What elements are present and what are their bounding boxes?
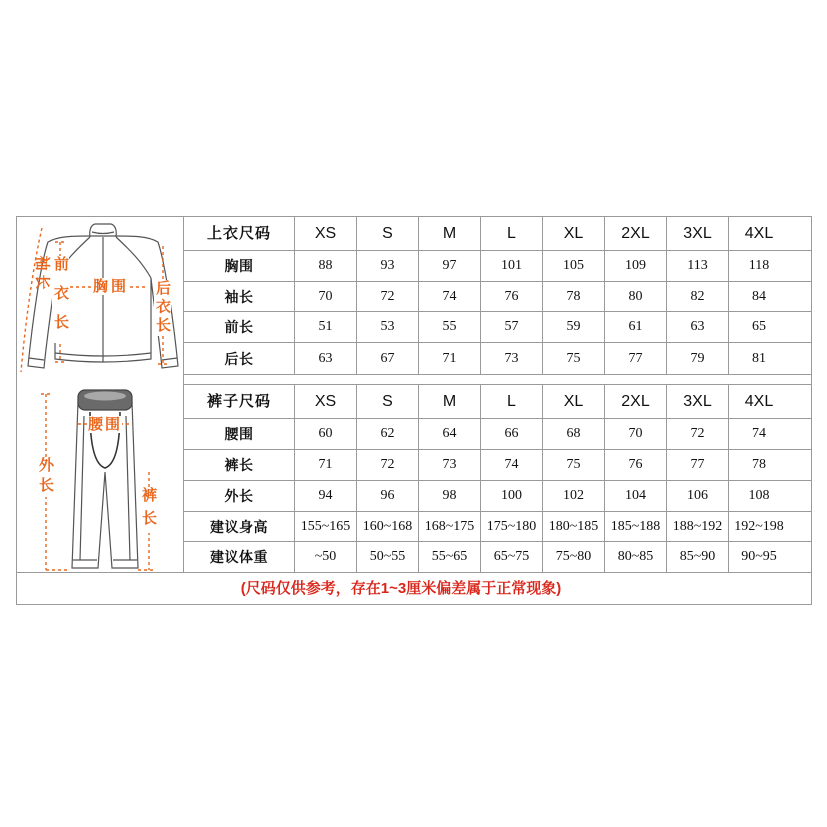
top-size-chart-label: 上衣尺码 xyxy=(184,217,295,251)
chest-value-3xl: 113 xyxy=(667,251,729,282)
chest-value-s: 93 xyxy=(357,251,419,282)
sleeve-length-value-3xl: 82 xyxy=(667,282,729,312)
top-size-header-3xl: 3XL xyxy=(667,217,729,251)
front-length-value-m: 55 xyxy=(419,312,481,343)
pants-size-header-4xl: 4XL xyxy=(729,385,812,419)
pants-size-header-m: M xyxy=(419,385,481,419)
footer-row xyxy=(17,573,812,605)
back-length-value-l: 73 xyxy=(481,343,543,375)
jacket-measure-lines xyxy=(21,228,168,372)
chest-value-xl: 105 xyxy=(543,251,605,282)
pants-size-chart-label: 裤子尺码 xyxy=(184,385,295,419)
recommended-weight-value-s: 50~55 xyxy=(357,542,419,573)
recommended-height-value-xs: 155~165 xyxy=(295,512,357,542)
inseam-value-3xl: 77 xyxy=(667,450,729,481)
pants-size-header-l: L xyxy=(481,385,543,419)
waist-value-m: 64 xyxy=(419,419,481,450)
sleeve-length-value-xs: 70 xyxy=(295,282,357,312)
outer-length-value-xs: 94 xyxy=(295,481,357,512)
chest-value-4xl: 118 xyxy=(729,251,812,282)
sleeve-length-value-m: 74 xyxy=(419,282,481,312)
top-size-header-xs: XS xyxy=(295,217,357,251)
top-size-header-m: M xyxy=(419,217,481,251)
recommended-height-value-l: 175~180 xyxy=(481,512,543,542)
inseam-value-xs: 71 xyxy=(295,450,357,481)
row-label-waist: 腰围 xyxy=(184,419,295,450)
sleeve-length-measure-line xyxy=(21,228,42,372)
recommended-height-value-4xl: 192~198 xyxy=(729,512,812,542)
outer-length-label: 外长 xyxy=(37,457,54,497)
sleeve-length-value-s: 72 xyxy=(357,282,419,312)
waist-value-4xl: 74 xyxy=(729,419,812,450)
outer-length-value-xl: 102 xyxy=(543,481,605,512)
sleeve-length-label: 袖长 xyxy=(33,255,51,294)
top-size-header-xl: XL xyxy=(543,217,605,251)
waist-value-l: 66 xyxy=(481,419,543,450)
front-length-label: 前衣长 xyxy=(52,256,69,343)
chest-value-2xl: 109 xyxy=(605,251,667,282)
chest-value-m: 97 xyxy=(419,251,481,282)
pants-size-header-s: S xyxy=(357,385,419,419)
pants-size-header-2xl: 2XL xyxy=(605,385,667,419)
inseam-label: 裤长 xyxy=(140,487,157,533)
row-label-front-length: 前长 xyxy=(184,312,295,343)
recommended-height-value-s: 160~168 xyxy=(357,512,419,542)
waist-value-xl: 68 xyxy=(543,419,605,450)
recommended-weight-value-m: 55~65 xyxy=(419,542,481,573)
outer-length-value-3xl: 106 xyxy=(667,481,729,512)
recommended-weight-value-xs: ~50 xyxy=(295,542,357,573)
size-disclaimer-note: (尺码仅供参考，存在1~3厘米偏差属于正常现象) xyxy=(17,573,812,605)
back-length-value-2xl: 77 xyxy=(605,343,667,375)
front-length-value-3xl: 63 xyxy=(667,312,729,343)
outer-length-value-2xl: 104 xyxy=(605,481,667,512)
waist-label: 腰围 xyxy=(88,416,123,433)
sleeve-length-value-2xl: 80 xyxy=(605,282,667,312)
row-label-sleeve-length: 袖长 xyxy=(184,282,295,312)
sleeve-length-value-l: 76 xyxy=(481,282,543,312)
recommended-weight-value-3xl: 85~90 xyxy=(667,542,729,573)
divider-cell xyxy=(184,375,812,385)
inseam-value-l: 74 xyxy=(481,450,543,481)
waist-value-xs: 60 xyxy=(295,419,357,450)
top-size-header-4xl: 4XL xyxy=(729,217,812,251)
chest-value-xs: 88 xyxy=(295,251,357,282)
outer-length-value-m: 98 xyxy=(419,481,481,512)
pants-size-header-xl: XL xyxy=(543,385,605,419)
front-length-value-xl: 59 xyxy=(543,312,605,343)
row-label-recommended-weight: 建议体重 xyxy=(184,542,295,573)
recommended-weight-value-l: 65~75 xyxy=(481,542,543,573)
recommended-weight-value-xl: 75~80 xyxy=(543,542,605,573)
inseam-value-4xl: 78 xyxy=(729,450,812,481)
top-size-header-2xl: 2XL xyxy=(605,217,667,251)
row-label-outer-length: 外长 xyxy=(184,481,295,512)
waist-value-2xl: 70 xyxy=(605,419,667,450)
recommended-weight-value-4xl: 90~95 xyxy=(729,542,812,573)
inseam-value-2xl: 76 xyxy=(605,450,667,481)
front-length-value-4xl: 65 xyxy=(729,312,812,343)
front-length-value-l: 57 xyxy=(481,312,543,343)
back-length-value-3xl: 79 xyxy=(667,343,729,375)
top-size-header-s: S xyxy=(357,217,419,251)
inseam-value-m: 73 xyxy=(419,450,481,481)
chest-value-l: 101 xyxy=(481,251,543,282)
back-length-label: 后衣长 xyxy=(154,280,171,336)
row-label-inseam: 裤长 xyxy=(184,450,295,481)
outer-length-value-s: 96 xyxy=(357,481,419,512)
back-length-value-m: 71 xyxy=(419,343,481,375)
outer-length-value-l: 100 xyxy=(481,481,543,512)
sleeve-length-value-4xl: 84 xyxy=(729,282,812,312)
row-label-back-length: 后长 xyxy=(184,343,295,375)
front-length-value-s: 53 xyxy=(357,312,419,343)
row-label-chest: 胸围 xyxy=(184,251,295,282)
recommended-height-value-m: 168~175 xyxy=(419,512,481,542)
back-length-value-xs: 63 xyxy=(295,343,357,375)
front-length-value-2xl: 61 xyxy=(605,312,667,343)
recommended-weight-value-2xl: 80~85 xyxy=(605,542,667,573)
back-length-value-s: 67 xyxy=(357,343,419,375)
pants-size-header-xs: XS xyxy=(295,385,357,419)
garment-illustration xyxy=(16,216,183,572)
outer-length-value-4xl: 108 xyxy=(729,481,812,512)
top-size-header-l: L xyxy=(481,217,543,251)
recommended-height-value-3xl: 188~192 xyxy=(667,512,729,542)
inseam-value-xl: 75 xyxy=(543,450,605,481)
waist-value-3xl: 72 xyxy=(667,419,729,450)
waist-value-s: 62 xyxy=(357,419,419,450)
recommended-height-value-2xl: 185~188 xyxy=(605,512,667,542)
front-length-value-xs: 51 xyxy=(295,312,357,343)
chest-label: 胸围 xyxy=(93,278,130,295)
row-label-recommended-height: 建议身高 xyxy=(184,512,295,542)
back-length-value-4xl: 81 xyxy=(729,343,812,375)
back-length-value-xl: 75 xyxy=(543,343,605,375)
pants-size-header-3xl: 3XL xyxy=(667,385,729,419)
recommended-height-value-xl: 180~185 xyxy=(543,512,605,542)
sleeve-length-value-xl: 78 xyxy=(543,282,605,312)
inseam-value-s: 72 xyxy=(357,450,419,481)
